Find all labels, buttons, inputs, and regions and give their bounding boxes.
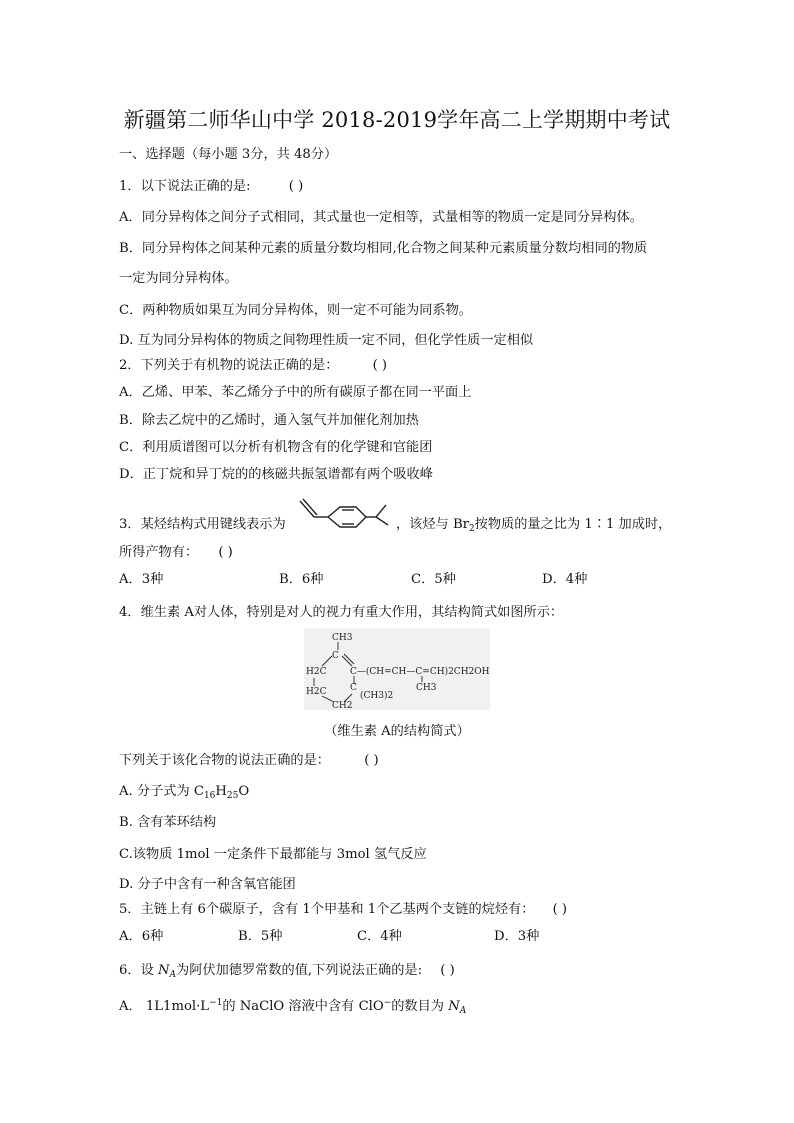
q4-answer-blank: ( ) — [364, 753, 379, 768]
q5-answer-blank: ( ) — [552, 902, 568, 917]
q3-option-c: C．5种 — [411, 572, 456, 587]
q4-ask — [119, 752, 379, 770]
q6-na-subscript: A — [169, 970, 177, 980]
q1-option-d: D. 互为同分异构体的物质之间物理性质一定不同，但化学性质一定相似 — [119, 333, 534, 348]
q2-answer-blank: ( ) — [372, 358, 388, 373]
q4-a-o: O — [238, 784, 250, 799]
q4-stem: 4．维生素 A对人体，特别是对人的视力有重大作用，其结构简式如图所示： — [119, 605, 564, 620]
q1-stem-text: 1．以下说法正确的是: — [119, 179, 251, 194]
q5-option-c: C．4种 — [357, 929, 402, 944]
q3-option-a: A．3种 — [119, 572, 164, 587]
q3-stem-line2 — [119, 544, 233, 562]
section-heading: 一、选择题（每小题 3分，共 48分） — [119, 147, 338, 162]
q1-option-c: C．两种物质如果互为同分异构体，则一定不可能为同系物。 — [119, 303, 472, 318]
struct-ch3-bottom: CH3 — [416, 683, 437, 693]
q6-option-a — [119, 994, 466, 1020]
q1-option-b-line1: B．同分异构体之间某种元素的质量分数均相同,化合物之间某种元素质量分数均相同的物质 — [119, 241, 648, 256]
q6-a-suffix: 的数目为 — [391, 999, 449, 1014]
q3-option-d: D．4种 — [542, 572, 588, 587]
q6-stem-text: 为阿伏加德罗常数的值,下列说法正确的是: — [176, 963, 423, 978]
q5-stem — [119, 901, 567, 919]
q1-option-b-line2: 一定为同分异构体。 — [119, 271, 238, 286]
q2-option-d: D．正丁烷和异丁烷的的核磁共振氢谱都有两个吸收峰 — [119, 467, 433, 482]
struct-h2c-lower: H2C — [306, 687, 327, 697]
q3-stem-part1: 3．某烃结构式用键线表示为 — [119, 517, 286, 532]
q4-option-c: C.该物质 1mol 一定条件下最都能与 3mol 氢气反应 — [119, 847, 427, 862]
q3-stem-part2 — [396, 516, 671, 538]
struct-side-chain: C—(CH=CH—C=CH)2CH2OH — [350, 667, 490, 677]
q4-option-b: B. 含有苯环结构 — [119, 815, 217, 830]
q1-option-a: A．同分异构体之间分子式相同，其式量也一定相等，式量相等的物质一定是同分异构体。 — [119, 210, 643, 225]
q3-stem-ratio: 按物质的量之比为 1∶1 加成时， — [474, 517, 672, 532]
q2-stem — [119, 357, 387, 375]
vitamin-a-structure-diagram — [304, 628, 490, 710]
exam-title: 新疆第二师华山中学 2018-2019学年高二上学期期中考试 — [123, 108, 671, 132]
q6-stem — [119, 962, 455, 984]
q6-a-middle: 的 NaClO 溶液中含有 ClO — [222, 999, 384, 1014]
q2-stem-text: 2．下列关于有机物的说法正确的是： — [119, 358, 339, 373]
q2-option-c: C．利用质谱图可以分析有机物含有的化学键和官能团 — [119, 440, 433, 455]
q2-option-a: A．乙烯、甲苯、苯乙烯分子中的所有碳原子都在同一平面上 — [119, 385, 472, 400]
q6-na-symbol: N — [157, 963, 170, 978]
struct-h2c-upper: H2C — [306, 667, 327, 677]
q4-a-c-subscript: 16 — [203, 791, 216, 801]
struct-ch2-bottom: CH2 — [332, 701, 353, 710]
q6-a-ion-charge: − — [383, 998, 392, 1008]
q6-a-prefix: A． 1L1mol·L — [119, 999, 210, 1014]
q6-a-na-subscript: A — [459, 1006, 467, 1016]
q4-a-h: H — [215, 784, 227, 799]
q3-option-b: B．6种 — [279, 572, 324, 587]
q4-a-h-subscript: 25 — [226, 791, 239, 801]
q3-line2-text: 所得产物有： — [119, 545, 199, 560]
q5-option-b: B．5种 — [238, 929, 283, 944]
vitamin-a-structure-image — [304, 628, 490, 710]
q2-option-b: B．除去乙烷中的乙烯时，通入氢气并加催化剂加热 — [119, 413, 419, 428]
q6-stem-prefix: 6．设 — [119, 963, 158, 978]
struct-c-upper: C — [332, 651, 339, 661]
q6-a-unit-exponent: −1 — [209, 998, 223, 1008]
q4-option-a — [119, 783, 249, 805]
q5-option-d: D．3种 — [494, 929, 540, 944]
q4-option-d: D. 分子中含有一种含氧官能团 — [119, 877, 296, 892]
q3-br-subscript: 2 — [468, 524, 475, 534]
struct-ch3-top: CH3 — [332, 633, 353, 643]
q5-option-a: A．6种 — [119, 929, 164, 944]
q1-stem — [119, 178, 303, 196]
q3-answer-blank: ( ) — [218, 545, 233, 560]
struct-dimethyl: (CH3)2 — [360, 691, 394, 701]
q4-a-prefix: A. 分子式为 C — [119, 784, 204, 799]
q6-answer-blank: ( ) — [440, 963, 455, 978]
q4-structure-caption: （维生素 A的结构简式） — [324, 724, 470, 739]
q3-stem-br: ，该烃与 Br — [396, 517, 469, 532]
q4-ask-text: 下列关于该化合物的说法正确的是： — [119, 753, 330, 768]
q5-stem-text: 5．主链上有 6个碳原子，含有 1个甲基和 1个乙基两个支链的烷烃有： — [119, 902, 535, 917]
struct-c-lower: C — [350, 683, 357, 693]
q6-a-na-symbol: N — [448, 999, 460, 1014]
q1-answer-blank: ( ) — [288, 179, 304, 194]
q3-skeletal-structure-image — [296, 495, 392, 535]
